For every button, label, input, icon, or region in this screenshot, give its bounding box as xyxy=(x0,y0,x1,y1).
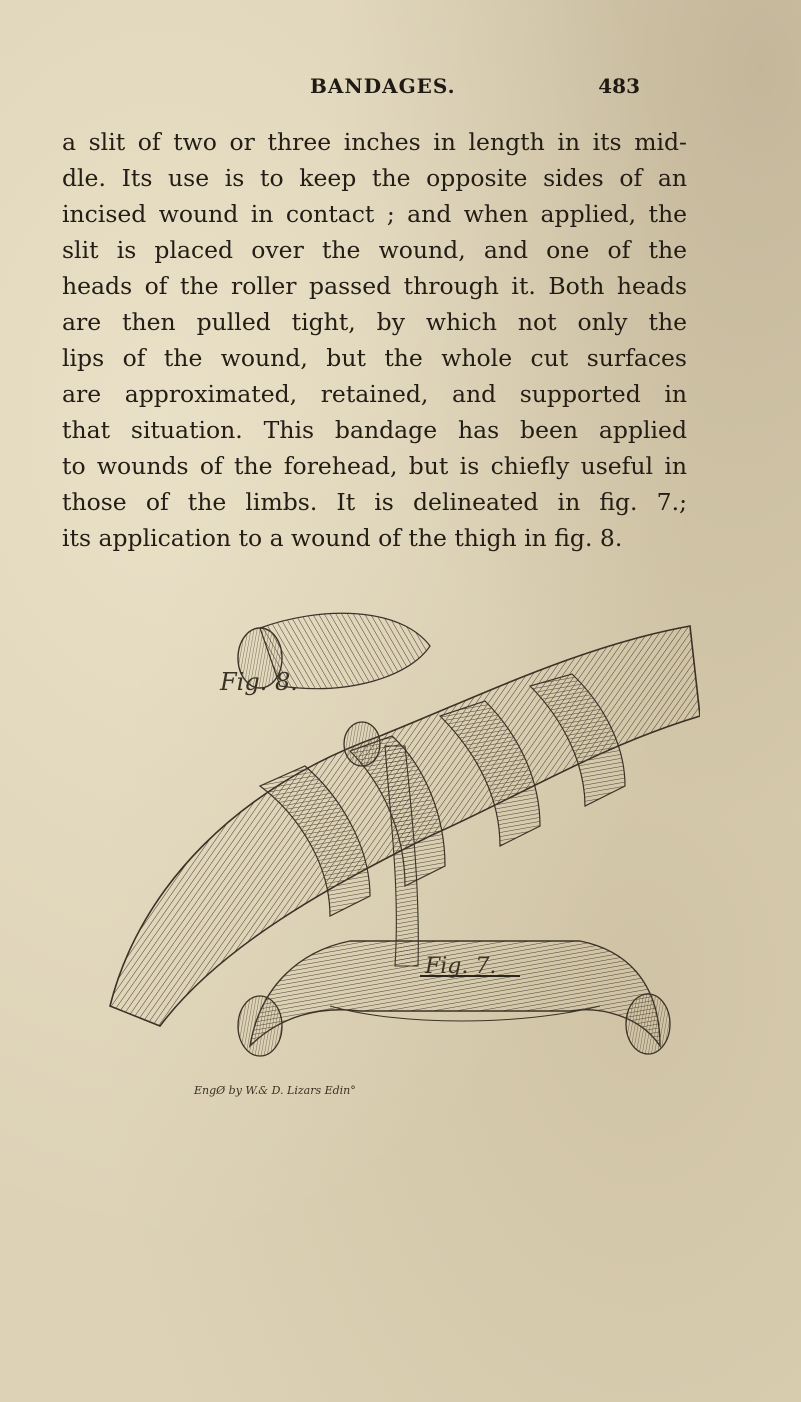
text-line: those of the limbs. It is delineated in fig. 7.; xyxy=(62,488,687,516)
text-line: are approximated, retained, and supported in xyxy=(62,380,687,408)
text-line: a slit of two or three inches in length in its mid- xyxy=(62,128,687,156)
text-line: lips of the wound, but the whole cut surfaces xyxy=(62,344,687,372)
figure-8-label: Fig. 8. xyxy=(220,668,298,696)
running-head xyxy=(300,74,640,106)
text-line: incised wound in contact ; and when applied, the xyxy=(62,200,687,228)
text-line: that situation. This bandage has been applied xyxy=(62,416,687,444)
body-paragraph xyxy=(62,124,687,556)
running-head-title: BANDAGES. xyxy=(310,74,456,98)
text-line: heads of the roller passed through it. Both heads xyxy=(62,272,687,300)
page-number: 483 xyxy=(598,74,640,98)
engraved-figure xyxy=(100,586,700,1076)
text-line: are then pulled tight, by which not only the xyxy=(62,308,687,336)
text-line: its application to a wound of the thigh in fig. 8. xyxy=(62,524,623,552)
figure-7-label: Fig. 7. xyxy=(425,954,497,979)
text-line: to wounds of the forehead, but is chiefly useful in xyxy=(62,452,687,480)
engraver-credit: EngØ by W.& D. Lizars Edin° xyxy=(194,1084,356,1097)
text-line: slit is placed over the wound, and one of the xyxy=(62,236,687,264)
bandage-illustration xyxy=(100,586,700,1076)
text-line: dle. Its use is to keep the opposite sides of an xyxy=(62,164,687,192)
